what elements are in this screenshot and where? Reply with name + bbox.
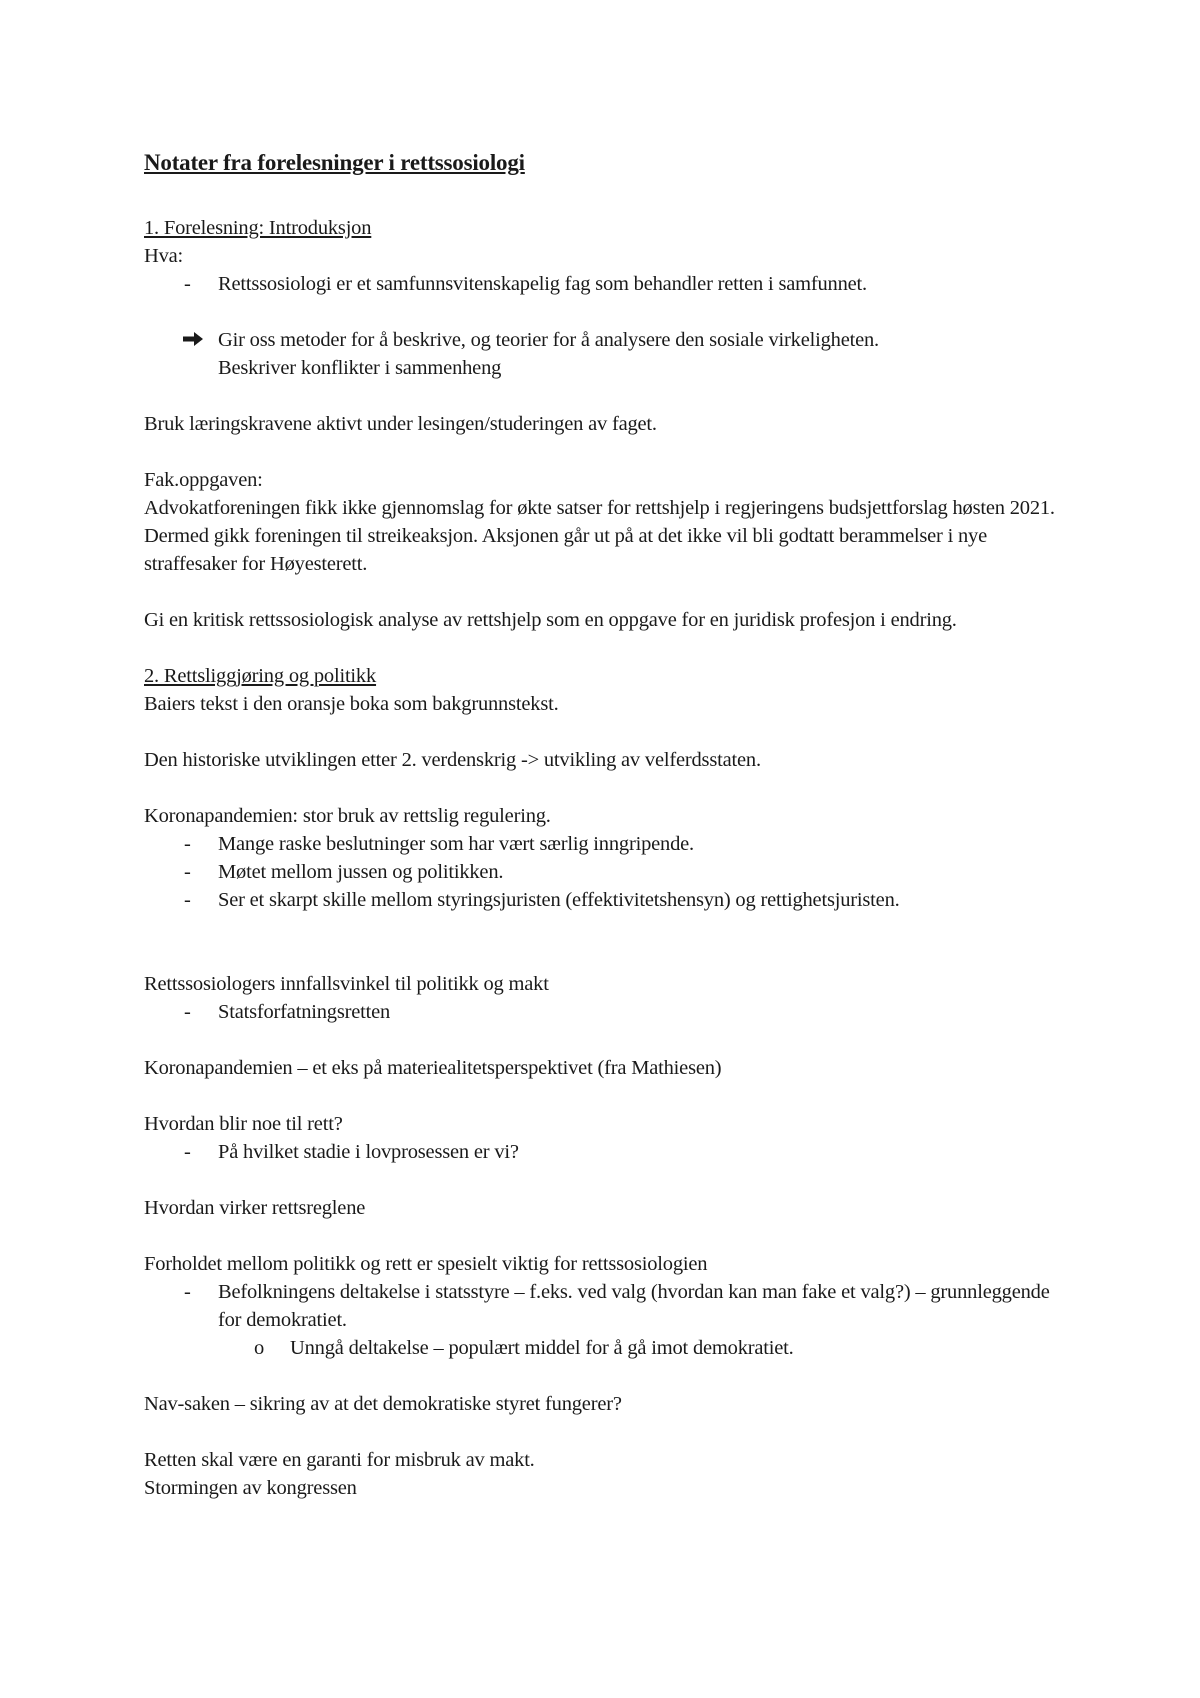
bullet-text: Mange raske beslutninger som har vært særlig inngripende.	[218, 833, 694, 855]
document-page	[144, 148, 1074, 1502]
dash-bullet: -	[184, 861, 191, 883]
sociologists-heading: Rettssosiologers innfallsvinkel til politikk og makt	[144, 973, 549, 995]
bullet-text: Møtet mellom jussen og politikken.	[218, 861, 504, 883]
list-item	[144, 270, 1074, 298]
bullet-text: Rettssosiologi er et samfunnsvitenskapelig fag som behandler retten i samfunnet.	[218, 273, 867, 295]
how-law-heading: Hvordan blir noe til rett?	[144, 1113, 343, 1135]
sub-list-item	[144, 1334, 1074, 1362]
document-title: Notater fra forelesninger i rettssosiologi	[144, 150, 525, 175]
list-item	[144, 886, 1074, 914]
dash-bullet: -	[184, 1141, 191, 1163]
section-2-heading: 2. Rettsliggjøring og politikk	[144, 665, 377, 687]
how-rules-work: Hvordan virker rettsreglene	[144, 1197, 366, 1219]
dash-bullet: -	[184, 1001, 191, 1023]
arrow-list-item	[144, 326, 1074, 382]
bullet-text: Statsforfatningsretten	[218, 1001, 391, 1023]
hva-label: Hva:	[144, 245, 184, 267]
bullet-text: På hvilket stadie i lovprosessen er vi?	[218, 1141, 519, 1163]
arrow-line-1: Gir oss metoder for å beskrive, og teorier for å analysere den sosiale virkeligheten.	[218, 329, 879, 351]
corona-heading: Koronapandemien: stor bruk av rettslig regulering.	[144, 805, 551, 827]
list-item	[144, 998, 1074, 1026]
baier-text: Baiers tekst i den oransje boka som bakgrunnstekst.	[144, 693, 559, 715]
circle-bullet: o	[254, 1337, 265, 1359]
right-arrow-icon	[182, 330, 204, 348]
fak-text: Advokatforeningen fikk ikke gjennomslag for økte satser for rettshjelp i regjeringens budsjettforslag høsten 2021. Dermed gikk foreningen til streikeaksjon. Aksjonen går ut på at det ikke vil bli godtatt berammelser i nye straffesaker for Høyesterett.	[144, 497, 1055, 575]
sub-bullet-text: Unngå deltakelse – populært middel for å gå imot demokratiet.	[290, 1337, 794, 1359]
list-item	[144, 858, 1074, 886]
task-text: Gi en kritisk rettssosiologisk analyse av rettshjelp som en oppgave for en juridisk profesjon i endring.	[144, 609, 957, 631]
dash-bullet: -	[184, 889, 191, 911]
corona-materiality: Koronapandemien – et eks på materiealitetsperspektivet (fra Mathiesen)	[144, 1057, 722, 1079]
bullet-text: Ser et skarpt skille mellom styringsjuristen (effektivitetshensyn) og rettighetsjuristen.	[218, 889, 900, 911]
dash-bullet: -	[184, 273, 191, 295]
dash-bullet: -	[184, 833, 191, 855]
learning-note: Bruk læringskravene aktivt under lesingen/studeringen av faget.	[144, 413, 657, 435]
section-1-heading: 1. Forelesning: Introduksjon	[144, 217, 372, 239]
dash-bullet: -	[184, 1281, 191, 1303]
list-item	[144, 1138, 1074, 1166]
list-item	[144, 830, 1074, 858]
historical-text: Den historiske utviklingen etter 2. verdenskrig -> utvikling av velferdsstaten.	[144, 749, 761, 771]
nav-text: Nav-saken – sikring av at det demokratiske styret fungerer?	[144, 1393, 622, 1415]
guarantee-text: Retten skal være en garanti for misbruk av makt.	[144, 1449, 535, 1471]
relation-heading: Forholdet mellom politikk og rett er spesielt viktig for rettssosiologien	[144, 1253, 708, 1275]
arrow-line-2: Beskriver konflikter i sammenheng	[218, 357, 502, 379]
fak-label: Fak.oppgaven:	[144, 469, 263, 491]
storming-text: Stormingen av kongressen	[144, 1477, 357, 1499]
bullet-text: Befolkningens deltakelse i statsstyre – f.eks. ved valg (hvordan kan man fake et valg?) – grunnleggende for demokratiet.	[218, 1281, 1050, 1331]
list-item	[144, 1278, 1074, 1334]
